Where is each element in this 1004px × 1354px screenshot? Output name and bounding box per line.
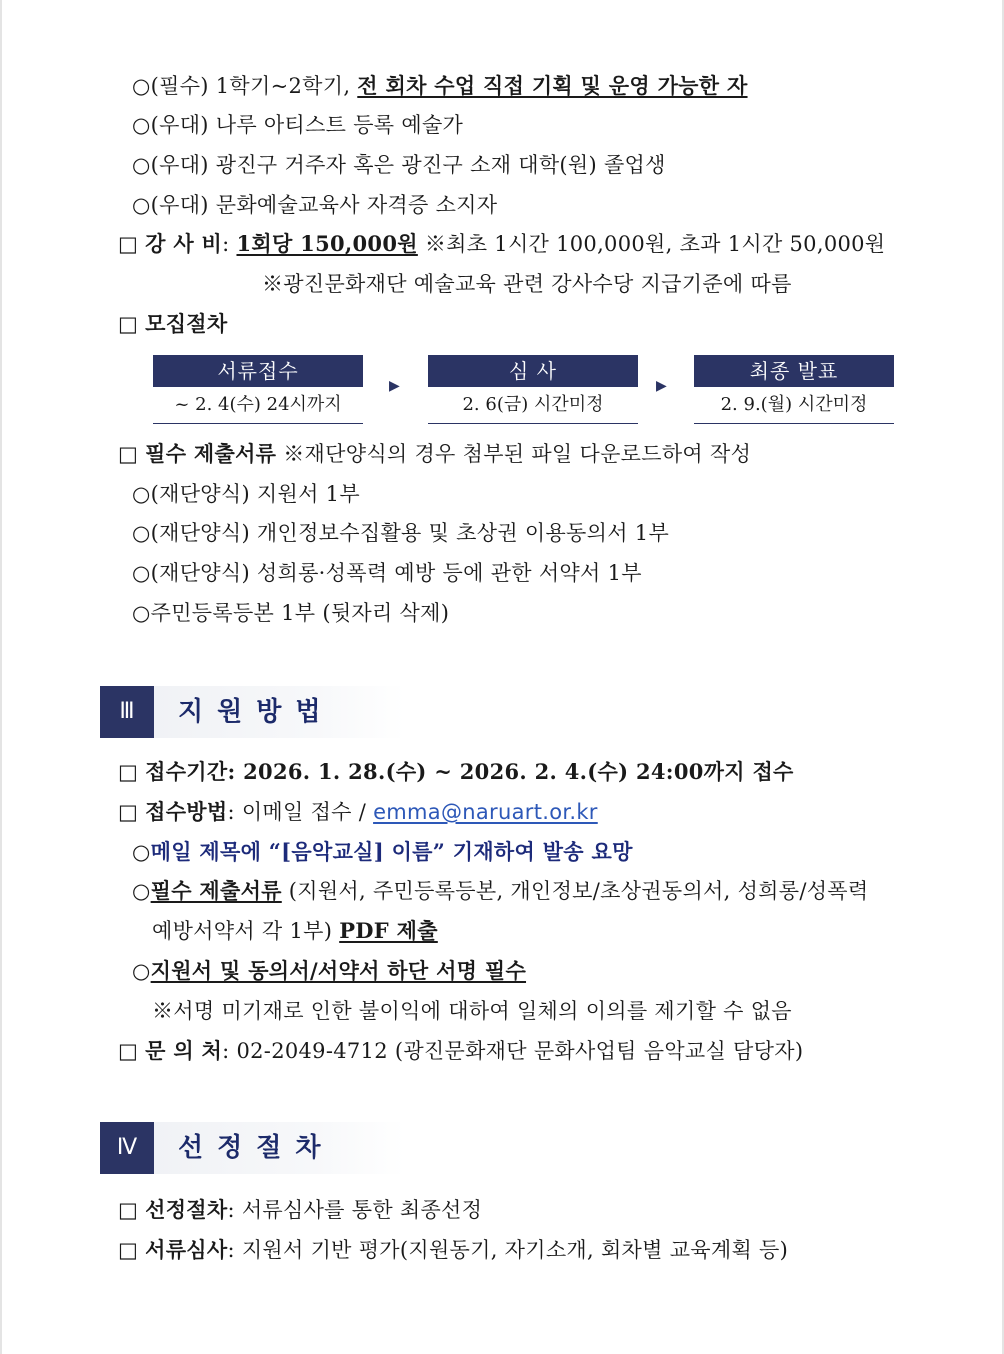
method-text: : 이메일 접수 /	[227, 800, 374, 824]
requirement-item	[132, 72, 748, 100]
mail-subject-row	[132, 838, 633, 866]
document-item: ○(재단양식) 지원서 1부	[132, 482, 360, 506]
contact-row	[118, 1037, 803, 1065]
fee-label: 강 사 비	[145, 231, 223, 256]
procedure-step	[153, 355, 363, 424]
bullet-glyph: ○	[132, 840, 151, 864]
procedure-step	[428, 355, 638, 424]
requirement-emphasis: 전 회차 수업 직접 기획 및 운영 가능한 자	[357, 73, 748, 98]
section-title: 선정절차	[178, 1133, 335, 1163]
step-date: ~ 2. 4(수) 24시까지	[153, 387, 363, 424]
method-row	[118, 798, 598, 826]
requirement-item: ○(우대) 나루 아티스트 등록 예술가	[132, 113, 464, 137]
fee-row	[118, 230, 885, 258]
procedure-heading	[118, 310, 227, 338]
sign-row	[132, 957, 526, 985]
checkbox-glyph: □	[118, 1039, 139, 1063]
step-date: 2. 6(금) 시간미정	[428, 387, 638, 424]
section-title: 지원방법	[178, 697, 335, 727]
selection-label: 선정절차	[145, 1197, 228, 1222]
checkbox-glyph: □	[118, 760, 139, 784]
review-text: : 지원서 기반 평가(지원동기, 자기소개, 회차별 교육계획 등)	[227, 1238, 789, 1262]
bullet-glyph: ○	[132, 959, 151, 983]
checkbox-glyph: □	[118, 312, 139, 336]
document-item: ○(재단양식) 성희롱·성폭력 예방 등에 관한 서약서 1부	[132, 561, 642, 585]
period-label: 접수기간	[145, 759, 228, 784]
requirement-item: ○(우대) 광진구 거주자 혹은 광진구 소재 대학(원) 졸업생	[132, 153, 666, 177]
sign-label: 지원서 및 동의서/서약서 하단 서명 필수	[150, 958, 527, 983]
fee-note-2: ※광진문화재단 예술교육 관련 강사수당 지급기준에 따름	[262, 272, 792, 296]
fee-note: ※최초 1시간 100,000원, 초과 1시간 50,000원	[417, 232, 886, 256]
selection-row	[118, 1196, 482, 1224]
selection-text: : 서류심사를 통한 최종선정	[227, 1198, 483, 1222]
fee-colon: :	[222, 232, 237, 256]
submit-label: 필수 제출서류	[150, 878, 282, 903]
document-item: ○주민등록등본 1부 (뒷자리 삭제)	[132, 601, 450, 625]
mail-subject-text: 메일 제목에 “[음악교실] 이름” 기재하여 발송 요망	[150, 839, 633, 864]
document-item: ○(재단양식) 개인정보수집활용 및 초상권 이용동의서 1부	[132, 521, 670, 545]
section-header	[100, 1122, 405, 1174]
checkbox-glyph: □	[118, 800, 139, 824]
submit-text-2: 예방서약서 각 1부)	[152, 919, 340, 943]
period-row	[118, 758, 794, 786]
page-edge-left	[0, 0, 2, 1354]
procedure-step	[694, 355, 894, 424]
checkbox-glyph: □	[118, 1238, 139, 1262]
step-title: 최종 발표	[694, 355, 894, 387]
period-text: : 2026. 1. 28.(수) ~ 2026. 2. 4.(수) 24:00까지 접수	[227, 759, 794, 784]
review-row	[118, 1236, 788, 1264]
bullet-glyph: ○	[132, 879, 151, 903]
section-header	[100, 686, 405, 738]
step-date: 2. 9.(월) 시간미정	[694, 387, 894, 424]
contact-label: 문 의 처	[145, 1038, 223, 1063]
section-number: Ⅳ	[100, 1122, 154, 1174]
arrow-right-icon: ▶	[389, 378, 400, 394]
step-title: 심 사	[428, 355, 638, 387]
pdf-submit: PDF 제출	[339, 918, 438, 943]
method-label: 접수방법	[145, 799, 228, 824]
checkbox-glyph: □	[118, 442, 139, 466]
email-link[interactable]: emma@naruart.or.kr	[373, 800, 598, 824]
checkbox-glyph: □	[118, 232, 139, 256]
procedure-label: 모집절차	[145, 311, 228, 336]
checkbox-glyph: □	[118, 1198, 139, 1222]
documents-heading	[118, 440, 751, 468]
requirement-item: ○(우대) 문화예술교육사 자격증 소지자	[132, 193, 498, 217]
sign-note: ※서명 미기재로 인한 불이익에 대하여 일체의 이의를 제기할 수 없음	[152, 999, 792, 1023]
review-label: 서류심사	[145, 1237, 228, 1262]
submit-text: (지원서, 주민등록등본, 개인정보/초상권동의서, 성희롱/성폭력	[281, 879, 869, 903]
fee-amount: 1회당 150,000원	[236, 231, 418, 256]
step-title: 서류접수	[153, 355, 363, 387]
documents-note: ※재단양식의 경우 첨부된 파일 다운로드하여 작성	[276, 442, 752, 466]
contact-text: : 02-2049-4712 (광진문화재단 문화사업팀 음악교실 담당자)	[222, 1039, 804, 1063]
submit-row	[132, 877, 868, 905]
requirement-prefix: ○(필수) 1학기~2학기,	[132, 74, 358, 98]
section-number: Ⅲ	[100, 686, 154, 738]
arrow-right-icon: ▶	[656, 378, 667, 394]
documents-label: 필수 제출서류	[145, 441, 277, 466]
submit-row-cont	[152, 917, 438, 945]
